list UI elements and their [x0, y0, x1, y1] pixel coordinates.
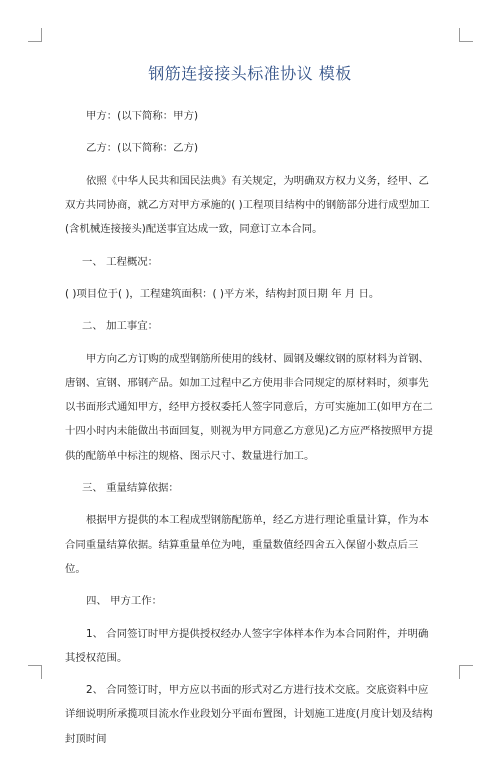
party-a-duty-item-1: 1、 合同签订时甲方提供授权经办人签字字体样本作为本合同附件，并明确其授权范围。 — [65, 627, 429, 664]
weight-settlement-paragraph: 根据甲方提供的本工程成型钢筋配筋单，经乙方进行理论重量计算，作为本合同重量结算依据。结算重量单位为吨，重量数值经四舍五入保留小数点后三位。 — [65, 514, 429, 575]
party-a-line: 甲方：(以下简称：甲方) — [86, 110, 199, 122]
project-overview-paragraph: ( )项目位于( )，工程建筑面积：( )平方米，结构封顶日期 年 月 日。 — [65, 287, 380, 300]
preamble-paragraph: 依照《中华人民共和国民法典》有关规定，为明确双方权力义务，经甲、乙双方共同协商，就乙方对甲方承施的( )工程项目结构中的钢筋部分进行成型加工(含机械连接接头)配送事宜达成一致，同意订立本合同。 — [65, 174, 430, 236]
crop-mark-bottom-left-vertical — [41, 665, 42, 679]
document-body — [65, 104, 437, 759]
crop-mark-top-right-vertical — [459, 28, 460, 42]
crop-mark-bottom-left-horizontal — [28, 665, 42, 666]
section-heading-project-overview: 一、 工程概况： — [82, 255, 159, 268]
crop-mark-top-left-vertical — [41, 28, 42, 42]
crop-mark-top-left-horizontal — [28, 41, 42, 42]
section-heading-weight-settlement: 三、 重量结算依据： — [82, 481, 179, 494]
crop-mark-bottom-right-vertical — [459, 665, 460, 679]
document-title: 钢筋连接接头标准协议 模板 — [148, 64, 352, 83]
party-b-line: 乙方：(以下简称：乙方) — [86, 142, 199, 155]
processing-paragraph: 甲方向乙方订购的成型钢筋所使用的线材、圆钢及螺纹钢的原材料为首钢、唐钢、宣钢、邢钢产品。如加工过程中乙方使用非合同规定的原材料时，须事先以书面形式通知甲方，经甲方授权委托人签字同意后，方可实施加工(如甲方在二十四小时内未能做出书面回复，则视为甲方同意乙方意见)乙方应严格按照甲方提供的配筋单中标注的规格、图示尺寸、数量进行加工。 — [65, 352, 433, 462]
crop-mark-bottom-right-horizontal — [459, 665, 473, 666]
section-heading-party-a-duties: 四、 甲方工作： — [86, 595, 163, 608]
crop-mark-top-right-horizontal — [459, 41, 473, 42]
section-heading-processing: 二、 加工事宜： — [82, 320, 159, 333]
party-a-duty-item-2: 2、 合同签订时，甲方应以书面的形式对乙方进行技术交底。交底资料中应详细说明所承揽项目流水作业段划分平面布置图，计划施工进度(月度计划及结构封顶时间 — [65, 684, 433, 745]
